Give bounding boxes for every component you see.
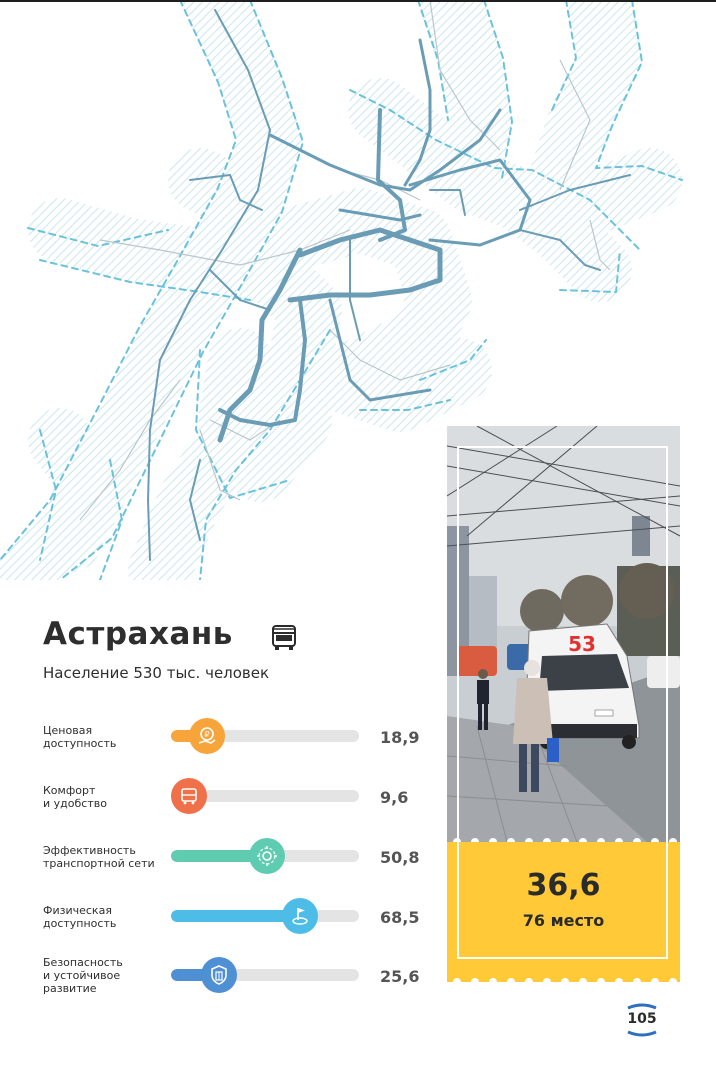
metric-row-efficiency	[0, 831, 440, 881]
metric-value: 50,8	[380, 848, 420, 867]
network-gear-icon	[249, 838, 285, 874]
metric-label-line: доступность	[43, 737, 117, 750]
metric-bar-track	[171, 969, 359, 981]
overall-score: 36,6	[526, 868, 601, 903]
metric-label-line: Безопасность	[43, 956, 123, 969]
metric-value: 9,6	[380, 788, 409, 807]
metric-label-line: развитие	[43, 982, 97, 995]
metric-row-physical	[0, 891, 440, 941]
metric-bar-fill	[171, 910, 300, 922]
metric-value: 68,5	[380, 908, 420, 927]
bus-front-icon	[171, 778, 207, 814]
population-text: Население 530 тыс. человек	[43, 664, 270, 682]
overall-rank: 76 место	[522, 911, 605, 930]
metric-label-line: Эффективность	[43, 844, 136, 857]
bus-icon	[270, 624, 298, 652]
metric-value: 18,9	[380, 728, 420, 747]
metric-label-line: доступность	[43, 917, 117, 930]
location-flag-icon	[282, 898, 318, 934]
street-photo	[447, 426, 680, 842]
metric-row-safety	[0, 951, 440, 1001]
metric-label	[43, 784, 173, 810]
metric-label	[43, 904, 173, 930]
metric-label-line: Комфорт	[43, 784, 96, 797]
metric-row-price	[0, 711, 440, 761]
metric-label	[43, 724, 173, 750]
metric-row-comfort	[0, 771, 440, 821]
metric-label	[43, 844, 173, 870]
city-title: Астрахань	[43, 616, 233, 652]
metric-label-line: и устойчивое	[43, 969, 121, 982]
metric-label-line: Физическая	[43, 904, 112, 917]
metric-label-line: Ценовая	[43, 724, 93, 737]
metric-bar-track	[171, 910, 359, 922]
metric-label	[43, 956, 173, 995]
metric-value: 25,6	[380, 967, 420, 986]
metric-label-line: и удобство	[43, 797, 107, 810]
page-number: 105	[627, 1011, 657, 1027]
svg-text:₽: ₽	[203, 730, 210, 739]
metric-label-line: транспортной сети	[43, 857, 155, 870]
shield-building-icon	[201, 957, 237, 993]
route-number: 53	[568, 632, 596, 656]
ruble-hand-icon	[189, 718, 225, 754]
